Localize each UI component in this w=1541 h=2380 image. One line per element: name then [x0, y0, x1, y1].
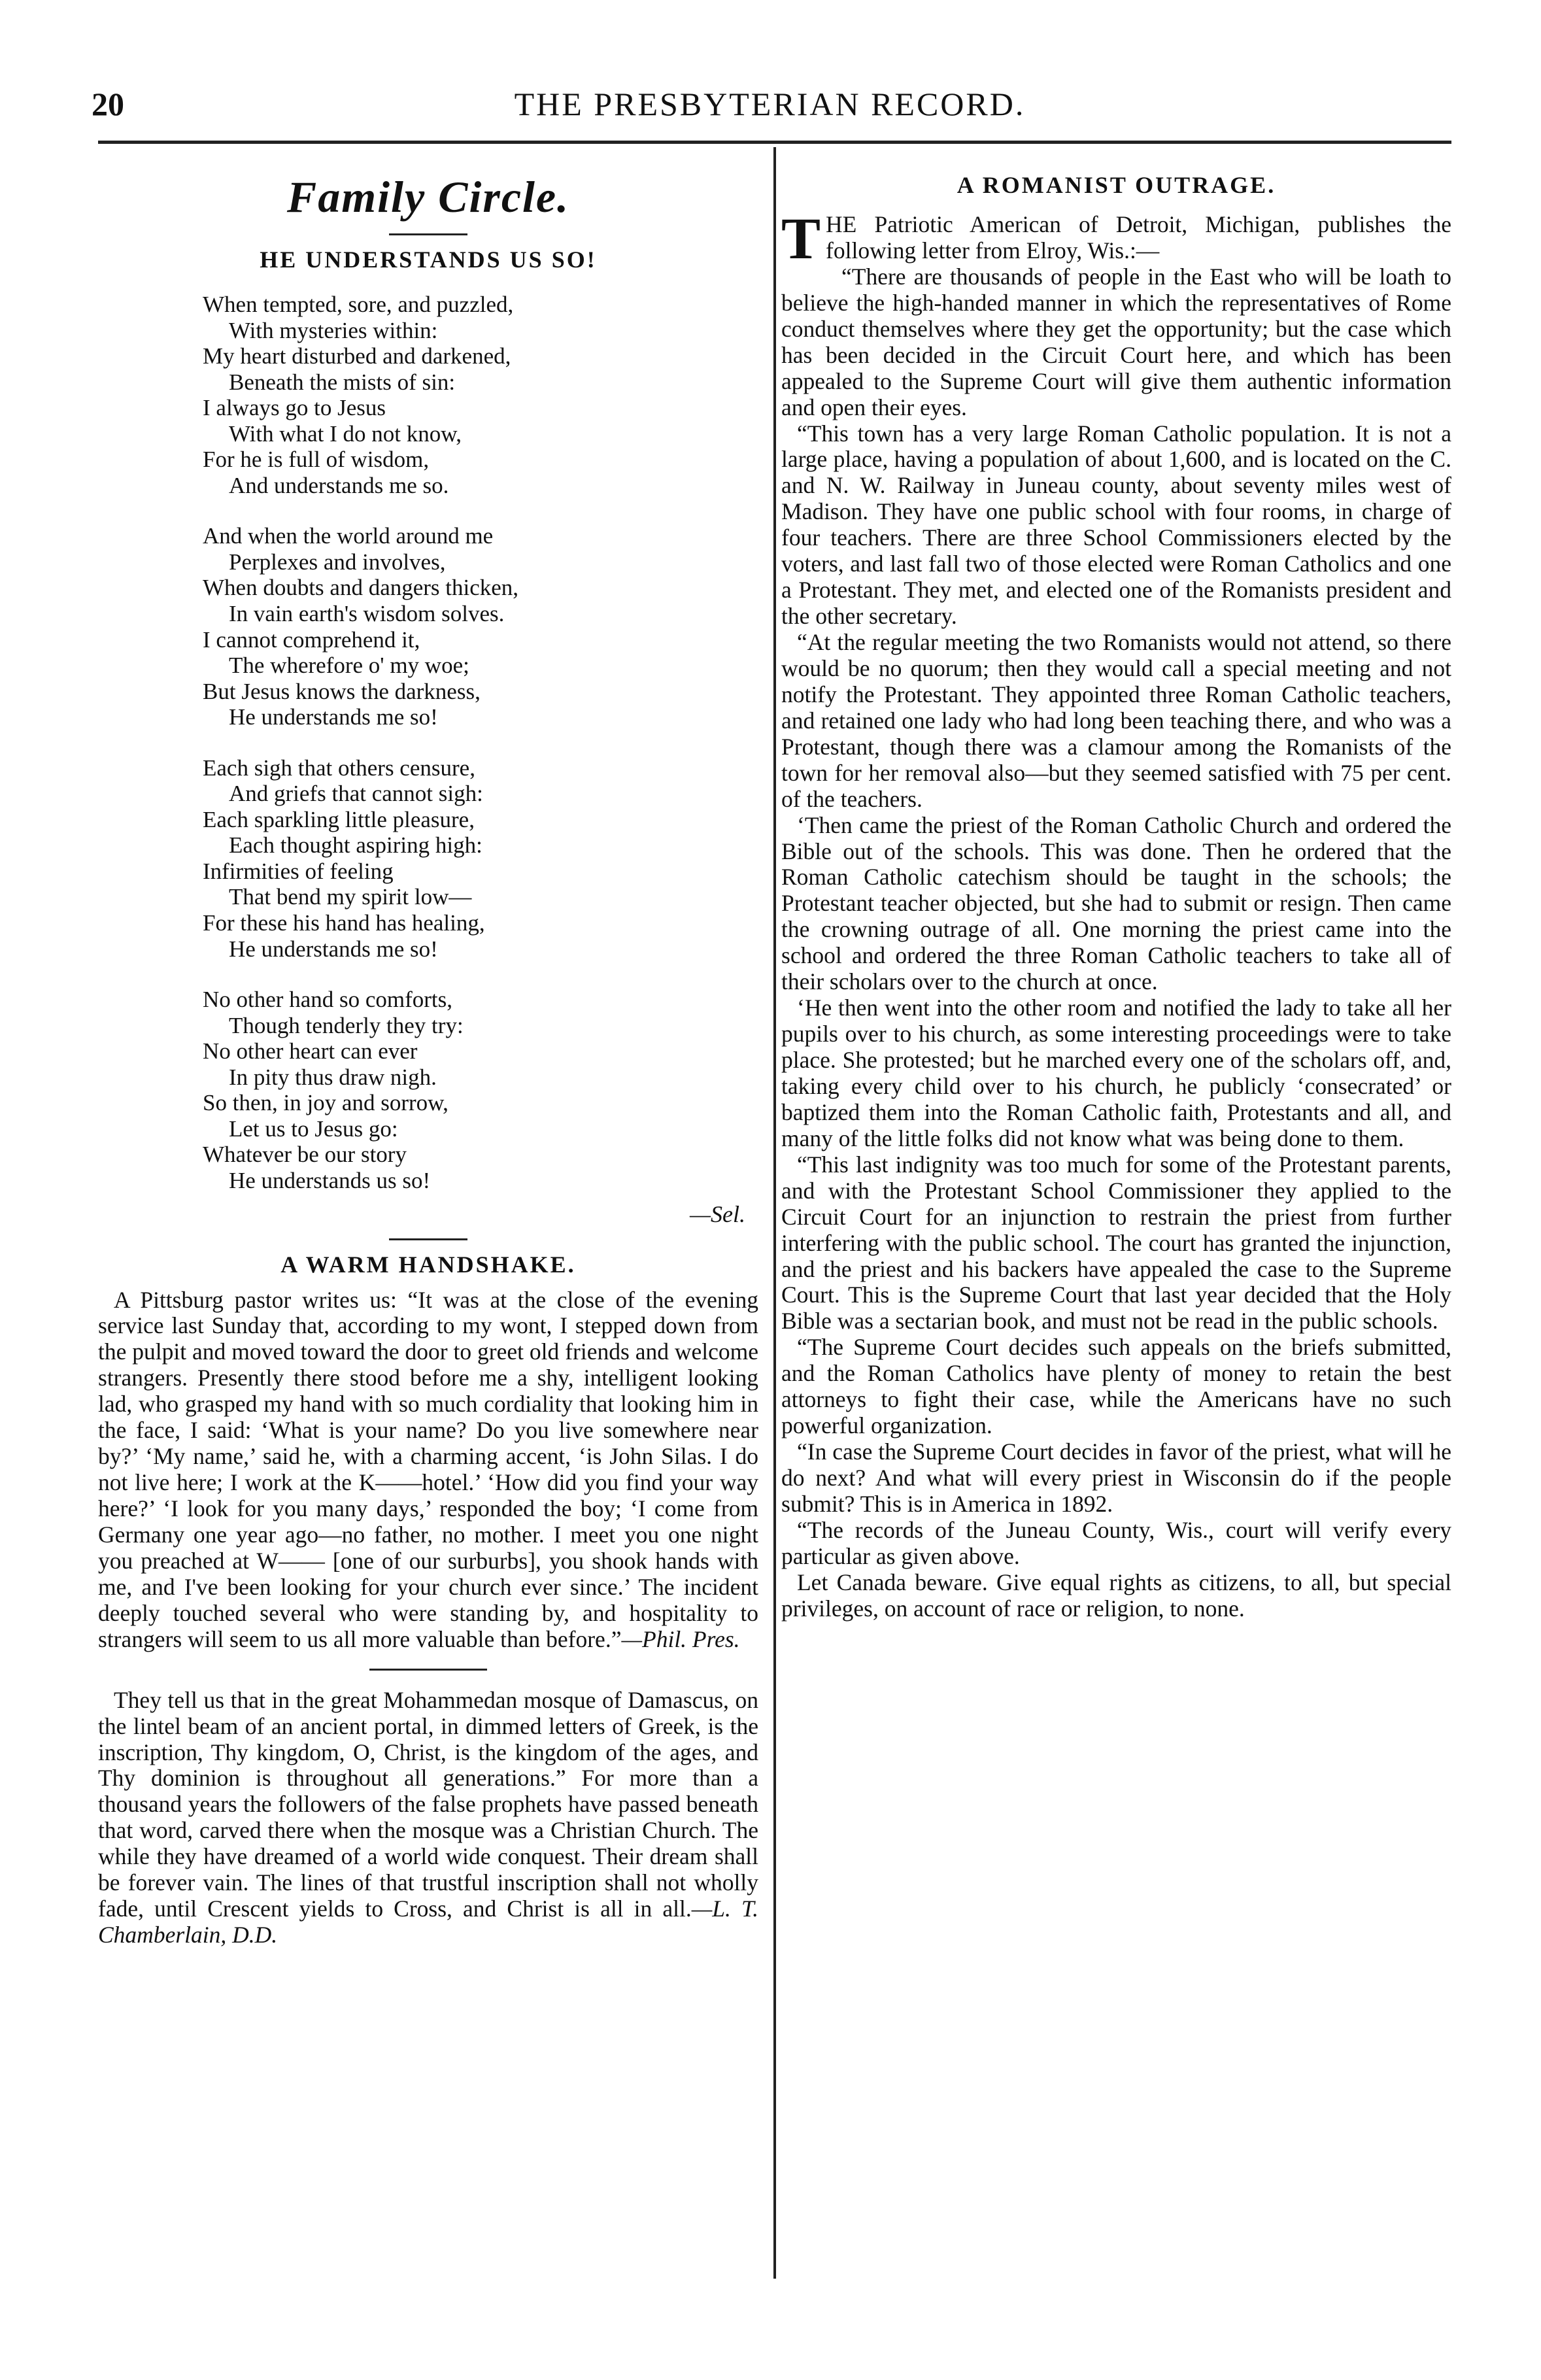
poem-line: Let us to Jesus go: — [229, 1115, 398, 1142]
poem-line: And griefs that cannot sigh: — [229, 781, 483, 807]
poem-line: In pity thus draw nigh. — [229, 1064, 437, 1090]
handshake-title: A WARM HANDSHAKE. — [280, 1251, 576, 1278]
poem-line: But Jesus knows the darkness, — [203, 678, 481, 704]
poem-line: Perplexes and involves, — [229, 549, 446, 575]
poem-line: So then, in joy and sorrow, — [203, 1090, 449, 1116]
handshake-article — [98, 1287, 758, 1653]
left-column — [98, 152, 758, 1948]
poem-line: In vain earth's wisdom solves. — [229, 601, 505, 627]
poem-line: Infirmities of feeling — [203, 858, 394, 884]
poem-line: He understands us so! — [229, 1167, 431, 1193]
damascus-text: They tell us that in the great Mohammedan mosque of Damascus, on the lintel beam of an ancient portal, in dimmed letters of Greek, is the inscription, Thy kingdom, O, Christ, is the kingdom of the ages, and Thy dominion is throughout all generations.” For more than a thousand years the followers of the false prophets have passed beneath that word, carved there when the mosque was a Christian Church. The while they have dreamed of a world wide conquest. Their dream shall be forever vain. The lines of that trustful inscription shall not wholly fade, until Crescent yields to Cross, and Christ is all in all. — [98, 1686, 758, 1922]
article-paragraph: HE Patriotic American of Detroit, Michigan, publishes the following letter from Elroy, Wis.:— — [826, 211, 1451, 264]
poem-line: He understands me so! — [229, 704, 438, 730]
poem-line: When tempted, sore, and puzzled, — [203, 292, 514, 317]
poem-line: I cannot comprehend it, — [203, 626, 420, 653]
title-rule — [389, 233, 467, 235]
poem-line: Each thought aspiring high: — [229, 832, 483, 858]
poem-line: No other heart can ever — [203, 1038, 418, 1064]
poem-stanza — [203, 292, 758, 498]
poem-signature: —Sel. — [690, 1200, 745, 1227]
poem-line: Each sparkling little pleasure, — [203, 806, 475, 832]
poem-stanza — [203, 523, 758, 730]
handshake-attribution: —Phil. Pres. — [621, 1625, 740, 1652]
right-column — [781, 152, 1451, 1622]
poem-line: He understands me so! — [229, 936, 438, 962]
outrage-title: A ROMANIST OUTRAGE. — [957, 172, 1276, 198]
damascus-attribution: —L. T. Chamberlain, D.D. — [98, 1896, 759, 1948]
poem-line: The wherefore o' my woe; — [229, 653, 469, 679]
article-paragraph: ‘Then came the priest of the Roman Catholic Church and ordered the Bible out of the schools. This was done. Then he ordered that the Roman Catholic catechism should be taught in the schools; the Protestant teacher objected, but she had to submit or resign. Then came the crowning outrage of all. One morning the priest came into the school and ordered the three Roman Catholic teachers to take all of their scholars over to the church at once. — [781, 811, 1451, 995]
drop-cap: T — [781, 207, 821, 271]
poem-line: With what I do not know, — [229, 420, 462, 447]
damascus-article — [98, 1688, 758, 1948]
poem — [203, 292, 758, 1194]
poem-line: That bend my spirit low— — [229, 884, 472, 910]
running-title: THE PRESBYTERIAN RECORD. — [514, 86, 1026, 122]
article-paragraph: “This last indignity was too much for some of the Protestant parents, and with the Protestant School Commissioner they applied to the Circuit Court for an injunction to restrain the priest from further interfering with the public school. The court has granted the injunction, and the priest and his backers have appealed the case to the Supreme Court. This is the Supreme Court that last year decided that the Holy Bible was a sectarian book, and must not be read in the public schools. — [781, 1151, 1451, 1334]
handshake-text: A Pittsburg pastor writes us: “It was at the close of the evening service last Sunday that, according to my wont, I stepped down from the pulpit and moved toward the door to greet old friends and welcome strangers. Presently there stood before me a shy, intelligent looking lad, who grasped my hand with so much cordiality that looking him in the face, I said: ‘What is your name? Do you live somewhere near by?’ ‘My name,’ said he, with a charming accent, ‘is John Silas. I do not live here; I work at the K——hotel.’ ‘How did you find your way here?’ ‘I look for you many days,’ responded the boy; ‘I come from Germany one year ago—no father, no mother. I meet you one night you preached at W—— [one of our surburbs], you shook hands with me, and I've been looking for your church ever since.’ The incident deeply touched several who were standing by, and hospitality to strangers will seem to us all more valuable than before.” — [98, 1286, 758, 1652]
poem-line: For he is full of wisdom, — [203, 447, 430, 473]
header-rule — [98, 141, 1451, 144]
poem-line: Beneath the mists of sin: — [229, 369, 456, 395]
poem-line: Whatever be our story — [203, 1142, 407, 1168]
poem-title: HE UNDERSTANDS US SO! — [260, 246, 597, 273]
article-paragraph: “In case the Supreme Court decides in favor of the priest, what will he do next? And what will every priest in Wisconsin do if the people submit? This is in America in 1892. — [781, 1438, 1451, 1517]
poem-line: I always go to Jesus — [203, 395, 386, 421]
article-paragraph: “The Supreme Court decides such appeals on the briefs submitted, and the Roman Catholics have plenty of money to retain the best attorneys to fight their case, while the Americans have no such powerful organization. — [781, 1334, 1451, 1439]
poem-line: And when the world around me — [203, 523, 494, 549]
poem-line: Each sigh that others censure, — [203, 755, 475, 781]
page-number: 20 — [92, 86, 124, 122]
section-rule — [389, 1238, 467, 1240]
article-paragraph: “There are thousands of people in the East who will be loath to believe the high-handed manner in which the representatives of Rome conduct themselves where they get the opportunity; but the case which has been decided in the Circuit Court here, and which has been appealed to the Supreme Court will give them authentic information and open their eyes. — [781, 263, 1451, 420]
poem-line: With mysteries within: — [229, 317, 438, 343]
outrage-article — [781, 207, 1451, 1622]
poem-line: When doubts and dangers thicken, — [203, 575, 519, 601]
poem-line: No other hand so comforts, — [203, 987, 453, 1013]
article-paragraph: ‘He then went into the other room and notified the lady to take all her pupils over to his church, as some interesting proceedings were to take place. She protested; but he marched every one of the scholars off, and, taking every child over to his church, he publicly ‘consecrated’ or baptized them into the Roman Catholic faith, Protestants and all, and many of the little folks did not know what was being done to them. — [781, 994, 1451, 1151]
article-paragraph: “The records of the Juneau County, Wis., court will verify every particular as given above. — [781, 1516, 1451, 1569]
poem-stanza — [203, 987, 758, 1193]
poem-stanza — [203, 755, 758, 962]
poem-line: My heart disturbed and darkened, — [203, 343, 511, 369]
poem-line: Though tenderly they try: — [229, 1012, 464, 1038]
article-paragraph: Let Canada beware. Give equal rights as citizens, to all, but special privileges, on account of race or religion, to none. — [781, 1569, 1451, 1622]
poem-line: For these his hand has healing, — [203, 910, 485, 936]
article-paragraph: “This town has a very large Roman Catholic population. It is not a large place, having a population of about 1,600, and is located on the C. and N. W. Railway in Juneau county, about seventy miles west of Madison. They have one public school with four rooms, in charge of four teachers. There are three School Commissioners elected by the voters, and last fall two of those elected were Roman Catholics and one a Protestant. They met, and elected one of the Romanists president and the other secretary. — [781, 420, 1451, 630]
section-title: Family Circle. — [286, 172, 570, 222]
poem-line: And understands me so. — [229, 472, 449, 498]
article-paragraph: “At the regular meeting the two Romanists would not attend, so there would be no quorum; then they would call a special meeting and not notify the Protestant. They appointed three Roman Catholic teachers, and retained one lady who had long been teaching there, and who was a Protestant, though there was a clamour among the Romanists of the town for her removal also—but they seemed satisfied with 75 per cent. of the teachers. — [781, 629, 1451, 812]
section-rule — [369, 1669, 487, 1671]
column-divider — [773, 147, 776, 2279]
page-header — [92, 85, 1448, 131]
